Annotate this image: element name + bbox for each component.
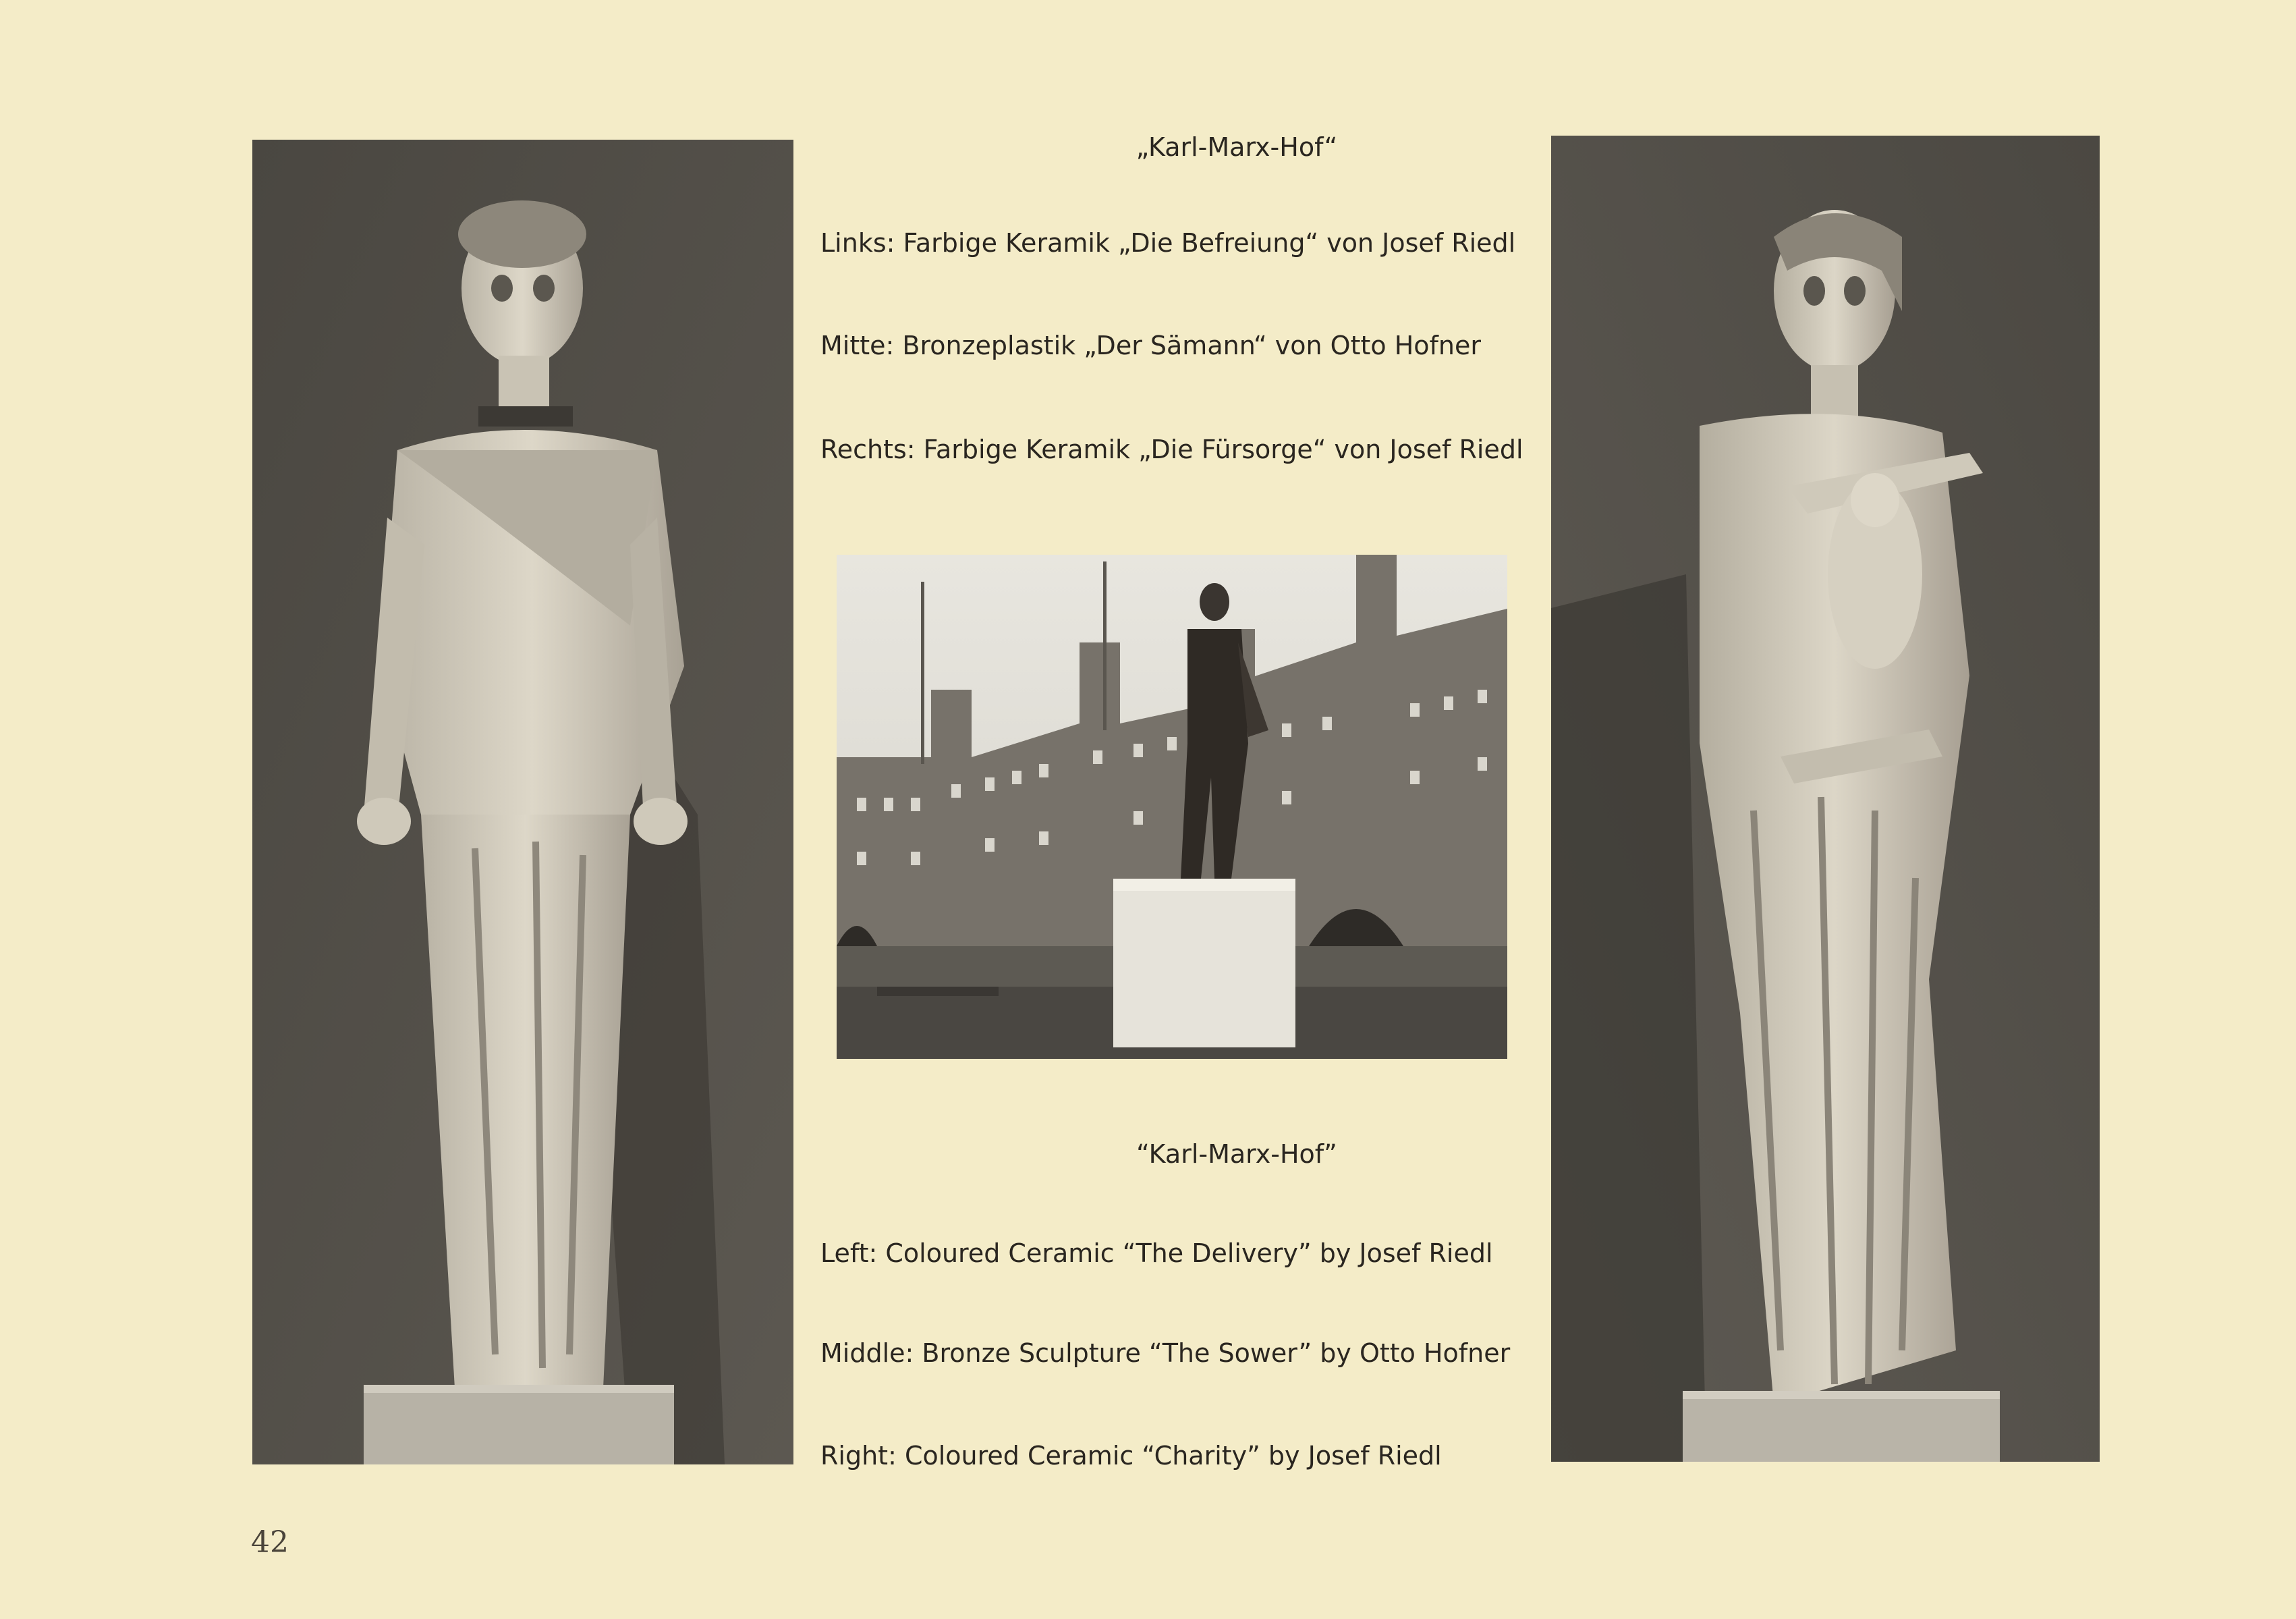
english-caption-left: Left: Coloured Ceramic “The Delivery” by Josef Riedl <box>820 1238 1493 1268</box>
english-caption-middle: Middle: Bronze Sculpture “The Sower” by Otto Hofner <box>820 1338 1511 1368</box>
german-caption-right: Rechts: Farbige Keramik „Die Fürsorge“ von Josef Riedl <box>820 435 1523 464</box>
middle-sculpture-photo <box>837 555 1507 1059</box>
english-caption-right: Right: Coloured Ceramic “Charity” by Josef Riedl <box>820 1441 1442 1471</box>
left-sculpture-photo <box>252 140 793 1464</box>
german-caption-left: Links: Farbige Keramik „Die Befreiung“ von Josef Riedl <box>820 228 1516 258</box>
german-title: „Karl-Marx-Hof“ <box>1136 132 1338 162</box>
german-caption-middle: Mitte: Bronzeplastik „Der Sämann“ von Otto Hofner <box>820 331 1482 360</box>
page-number: 42 <box>251 1525 289 1560</box>
right-sculpture-photo <box>1551 136 2100 1462</box>
english-title: “Karl-Marx-Hof” <box>1136 1139 1337 1169</box>
